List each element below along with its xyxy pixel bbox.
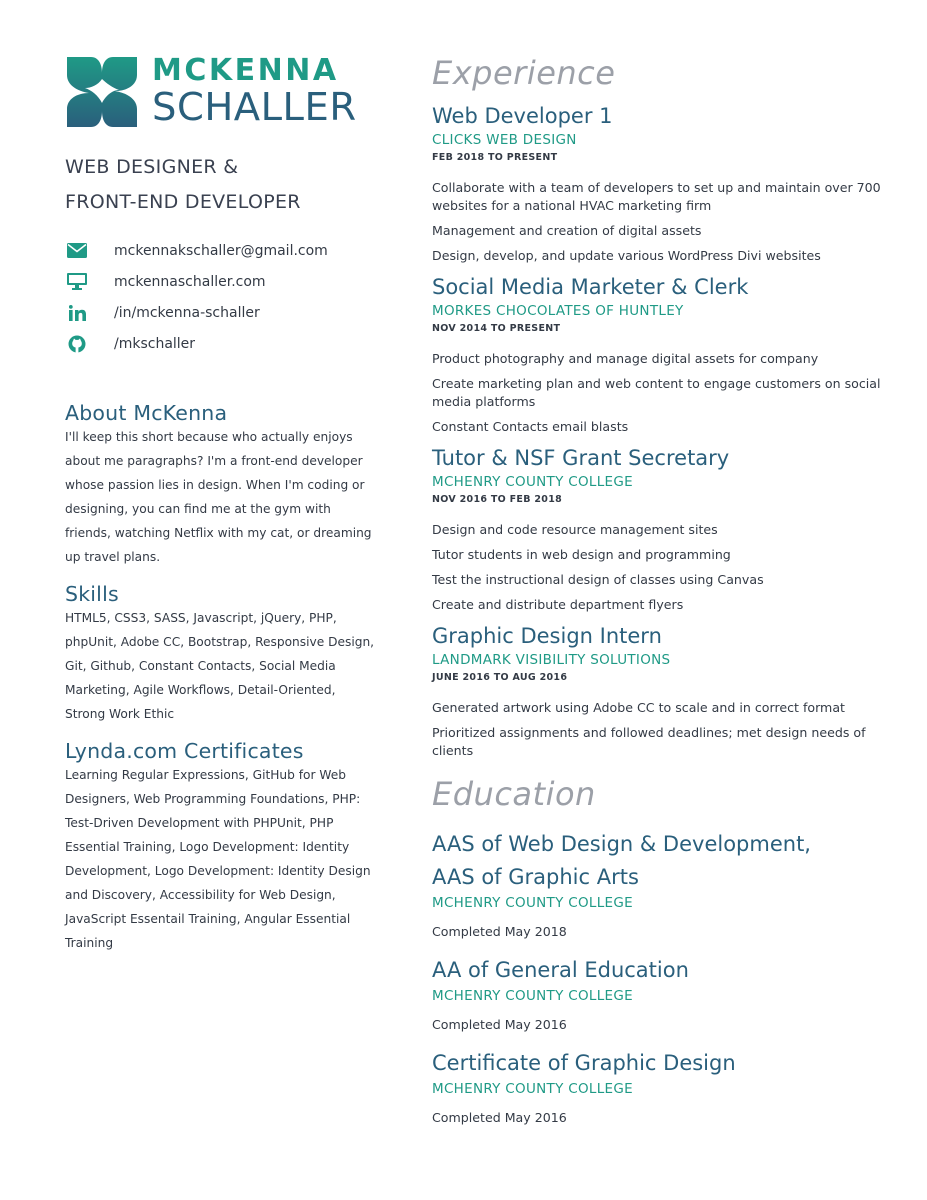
job-duties — [432, 350, 892, 436]
duty-item: Test the instructional design of classes using Canvas — [432, 572, 764, 587]
job-duties — [432, 179, 892, 265]
job-title: Tutor & NSF Grant Secretary — [432, 446, 730, 470]
envelope-icon — [65, 241, 89, 261]
duty-item: Design, develop, and update various WordPress Divi websites — [432, 248, 821, 263]
job-title: Web Developer 1 — [432, 104, 613, 128]
logo — [65, 54, 375, 130]
degree-school: MCHENRY COUNTY COLLEGE — [432, 988, 633, 1004]
degree-school: MCHENRY COUNTY COLLEGE — [432, 895, 633, 911]
email-link[interactable]: mckennakschaller@gmail.com — [114, 242, 328, 259]
degree-aa — [432, 954, 892, 1034]
job-title-line-1: WEB DESIGNER & — [65, 156, 239, 178]
skills-text: HTML5, CSS3, SASS, Javascript, jQuery, PHP, phpUnit, Adobe CC, Bootstrap, Responsive Design, Git, Github, Constant Contacts, Social Media Marketing, Agile Workflows, Detail-Oriented, Strong Work Ethic — [65, 611, 375, 721]
website-link[interactable]: mckennaschaller.com — [114, 273, 266, 290]
job-employer: MCHENRY COUNTY COLLEGE — [432, 474, 633, 490]
job-duties — [432, 699, 892, 760]
experience-heading: Experience — [432, 54, 616, 92]
contact-github[interactable] — [65, 328, 375, 359]
degree-title: AA of General Education — [432, 958, 689, 982]
degree-title: Certificate of Graphic Design — [432, 1051, 736, 1075]
contact-list — [65, 235, 375, 359]
job-employer: LANDMARK VISIBILITY SOLUTIONS — [432, 652, 671, 668]
degree-title: AAS of Web Design & Development, — [432, 832, 811, 856]
linkedin-icon — [65, 303, 89, 323]
job-graphic-design-intern — [432, 621, 892, 760]
education-heading: Education — [432, 775, 596, 813]
github-link[interactable]: /mkschaller — [114, 335, 196, 352]
certificates-heading: Lynda.com Certificates — [65, 739, 304, 763]
skills-heading: Skills — [65, 582, 119, 606]
job-web-developer — [432, 101, 892, 265]
last-name: SCHALLER — [152, 85, 357, 131]
contact-email[interactable] — [65, 235, 375, 266]
duty-item: Constant Contacts email blasts — [432, 419, 629, 434]
certificates-text: Learning Regular Expressions, GitHub for Web Designers, Web Programming Foundations, PHP: Test-Driven Development with PHPUnit, PHP Essential Training, Logo Development: Identity Development, Logo Development: Identity Design and Discovery, Accessibility for Web Design, JavaScript Essentail Training, Angular Essential Training — [65, 768, 371, 950]
first-name: MCKENNA — [152, 53, 339, 89]
degree-school: MCHENRY COUNTY COLLEGE — [432, 1081, 633, 1097]
github-icon — [65, 334, 89, 354]
job-dates: NOV 2016 TO FEB 2018 — [432, 494, 563, 505]
job-tutor — [432, 443, 892, 614]
duty-item: Management and creation of digital assets — [432, 223, 702, 238]
job-title — [65, 150, 375, 220]
degree-status: Completed May 2016 — [432, 1017, 567, 1032]
about-text: I'll keep this short because who actually enjoys about me paragraphs? I'm a front-end developer whose passion lies in design. When I'm coding or designing, you can find me at the gym with friends, watching Netflix with my cat, or dreaming up travel plans. — [65, 430, 372, 564]
duty-item: Tutor students in web design and programming — [432, 547, 731, 562]
job-employer: MORKES CHOCOLATES OF HUNTLEY — [432, 303, 684, 319]
degree-status: Completed May 2018 — [432, 924, 567, 939]
job-title-line-2: FRONT-END DEVELOPER — [65, 191, 301, 213]
contact-website[interactable] — [65, 266, 375, 297]
duty-item: Create marketing plan and web content to engage customers on social media platforms — [432, 376, 881, 409]
duty-item: Generated artwork using Adobe CC to scale and in correct format — [432, 700, 845, 715]
main-content — [432, 53, 892, 1127]
sidebar — [65, 54, 375, 955]
job-title: Graphic Design Intern — [432, 624, 662, 648]
degree-certificate — [432, 1047, 892, 1127]
degree-title-line-2: AAS of Graphic Arts — [432, 865, 639, 889]
job-title: Social Media Marketer & Clerk — [432, 275, 749, 299]
duty-item: Design and code resource management sites — [432, 522, 718, 537]
duty-item: Create and distribute department flyers — [432, 597, 684, 612]
linkedin-link[interactable]: /in/mckenna-schaller — [114, 304, 260, 321]
monitor-icon — [65, 272, 89, 292]
logo-mark-icon — [65, 55, 139, 129]
duty-item: Collaborate with a team of developers to set up and maintain over 700 websites for a national HVAC marketing firm — [432, 180, 881, 213]
job-dates: NOV 2014 TO PRESENT — [432, 323, 561, 334]
job-dates: FEB 2018 TO PRESENT — [432, 152, 558, 163]
job-social-media-marketer — [432, 272, 892, 436]
degree-status: Completed May 2016 — [432, 1110, 567, 1125]
duty-item: Product photography and manage digital assets for company — [432, 351, 819, 366]
job-employer: CLICKS WEB DESIGN — [432, 132, 577, 148]
job-dates: JUNE 2016 TO AUG 2016 — [432, 672, 568, 683]
duty-item: Prioritized assignments and followed deadlines; met design needs of clients — [432, 725, 866, 758]
job-duties — [432, 521, 892, 614]
contact-linkedin[interactable] — [65, 297, 375, 328]
degree-aas — [432, 828, 892, 941]
about-heading: About McKenna — [65, 401, 228, 425]
